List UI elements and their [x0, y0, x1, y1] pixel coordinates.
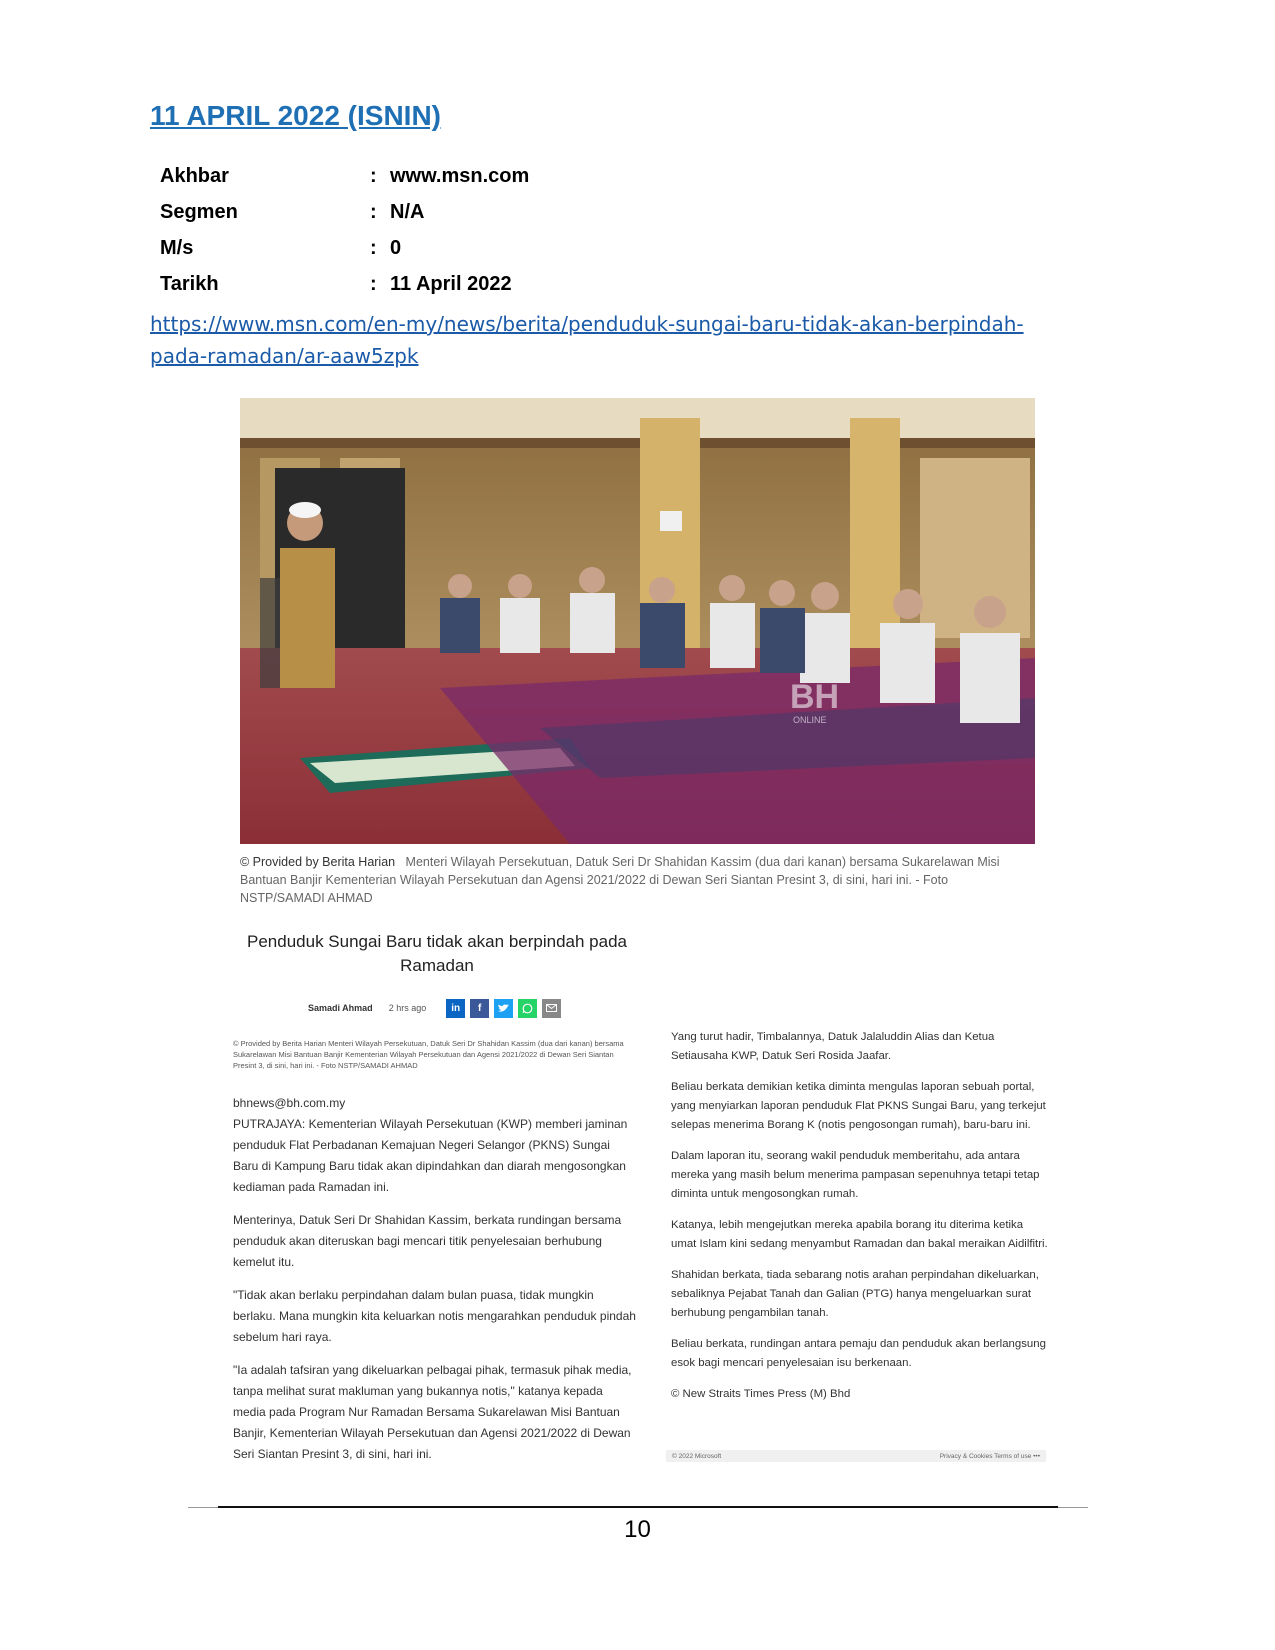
msn-footer-bar [666, 1450, 1046, 1462]
linkedin-icon[interactable]: in [446, 999, 465, 1018]
date-title: 11 APRIL 2022 (ISNIN) [150, 100, 442, 131]
paragraph: Menterinya, Datuk Seri Dr Shahidan Kassim, berkata rundingan bersama penduduk akan diteruskan bagi mencari titik penyelesaian berhubung kemelut itu. [233, 1213, 622, 1269]
article-left-column [233, 1038, 638, 1477]
meta-row-tarikh [160, 266, 529, 302]
twitter-icon[interactable] [494, 999, 513, 1018]
meta-label: Akhbar [160, 164, 229, 187]
author-email: bhnews@bh.com.my [233, 1096, 346, 1110]
paragraph: Dalam laporan itu, seorang wakil penduduk memberitahu, ada antara mereka yang masih belum menerima pampasan sepenuhnya tetapi tetap diminta untuk mengosongkan rumah. [671, 1150, 1040, 1200]
caption-provider: © Provided by Berita Harian [240, 855, 396, 869]
paragraph: Beliau berkata, rundingan antara pemaju dan penduduk akan berlangsung esok bagi mencari penyelesaian isu berkenaan. [671, 1338, 1046, 1369]
meta-value: www.msn.com [390, 164, 530, 187]
meta-value: N/A [390, 200, 425, 223]
prayer-hall-illustration [240, 398, 1035, 844]
paragraph: PUTRAJAYA: Kementerian Wilayah Persekutuan (KWP) memberi jaminan penduduk Flat Perbadanan Kemajuan Negeri Selangor (PKNS) Sungai Baru di Kampung Baru tidak akan dipindahkan dan diarah mengosongkan kediaman pada Ramadan ini. [233, 1117, 628, 1194]
page-number: 10 [624, 1516, 651, 1543]
meta-colon: : [370, 272, 377, 295]
meta-value: 11 April 2022 [390, 272, 512, 295]
footer-links[interactable]: Privacy & Cookies Terms of use ••• [939, 1452, 1040, 1460]
article-title: Penduduk Sungai Baru tidak akan berpindah pada Ramadan [247, 932, 627, 975]
meta-colon: : [370, 200, 377, 223]
byline [308, 996, 566, 1020]
post-time: 2 hrs ago [388, 1003, 427, 1013]
inline-photo-caption: © Provided by Berita Harian Menteri Wilayah Persekutuan, Datuk Seri Dr Shahidan Kassim (dua dari kanan) bersama Sukarelawan Misi Bantuan Banjir Kementerian Wilayah Persekutuan dan Agensi 2021/2022 di Dewan Seri Siantan Presint 3, di sini, hari ini. - Foto NSTP/SAMADI AHMAD [233, 1039, 624, 1070]
article-right-column [671, 1028, 1051, 1416]
photo-caption [240, 853, 1030, 907]
footer-copyright: © 2022 Microsoft [672, 1452, 722, 1460]
paragraph: Shahidan berkata, tiada sebarang notis arahan perpindahan dikeluarkan, sebaliknya Pejabat Tanah dan Galian (PTG) hanya mengeluarkan surat berhubung pengambilan tanah. [671, 1269, 1039, 1319]
email-icon[interactable] [542, 999, 561, 1018]
meta-value: 0 [390, 236, 402, 259]
meta-colon: : [370, 236, 377, 259]
meta-colon: : [370, 164, 377, 187]
facebook-icon[interactable]: f [470, 999, 489, 1018]
meta-label: Tarikh [160, 272, 219, 295]
photo-watermark-sub: ONLINE [793, 715, 827, 725]
footer-divider-bold [218, 1506, 1058, 1508]
metadata-table [160, 158, 529, 302]
meta-label: Segmen [160, 200, 238, 223]
paragraph: Yang turut hadir, Timbalannya, Datuk Jalaluddin Alias dan Ketua Setiausaha KWP, Datuk Seri Rosida Jaafar. [671, 1031, 995, 1062]
caption-text: Menteri Wilayah Persekutuan, Datuk Seri Dr Shahidan Kassim (dua dari kanan) bersama Sukarelawan Misi Bantuan Banjir Kementerian Wilayah Persekutuan dan Agensi 2021/2022 di Dewan Seri Siantan Presint 3, di sini, hari ini. - Foto NSTP/SAMADI AHMAD [240, 855, 1000, 905]
article-photo [240, 398, 1035, 844]
paragraph: Beliau berkata demikian ketika diminta mengulas laporan sebuah portal, yang menyiarkan laporan penduduk Flat PKNS Sungai Baru, yang terkejut selepas menerima Borang K (notis pengosongan rumah), baru-baru ini. [671, 1081, 1046, 1131]
meta-row-segmen [160, 194, 529, 230]
paragraph: "Tidak akan berlaku perpindahan dalam bulan puasa, tidak mungkin berlaku. Mana mungkin kita keluarkan notis mengarahkan penduduk pindah sebelum hari raya. [233, 1288, 636, 1344]
meta-row-ms [160, 230, 529, 266]
copyright-notice: © New Straits Times Press (M) Bhd [671, 1388, 851, 1400]
paragraph: "Ia adalah tafsiran yang dikeluarkan pelbagai pihak, termasuk pihak media, tanpa melihat surat makluman yang bukannya notis," katanya kepada media pada Program Nur Ramadan Bersama Sukarelawan Misi Bantuan Banjir, Kementerian Wilayah Persekutuan dan Agensi 2021/2022 di Dewan Seri Siantan Presint 3, di sini, hari ini. [233, 1363, 632, 1461]
author-name: Samadi Ahmad [308, 1003, 373, 1013]
meta-row-akhbar [160, 158, 529, 194]
whatsapp-icon[interactable] [518, 999, 537, 1018]
paragraph: Katanya, lebih mengejutkan mereka apabila borang itu diterima ketika umat Islam kini sedang menyambut Ramadan dan bakal meraikan Aidilfitri. [671, 1219, 1048, 1250]
photo-watermark: BH [790, 678, 840, 716]
meta-label: M/s [160, 236, 194, 259]
source-url-link[interactable]: https://www.msn.com/en-my/news/berita/penduduk-sungai-baru-tidak-akan-berpindah-pada-ramadan/ar-aaw5zpk [150, 312, 1024, 368]
